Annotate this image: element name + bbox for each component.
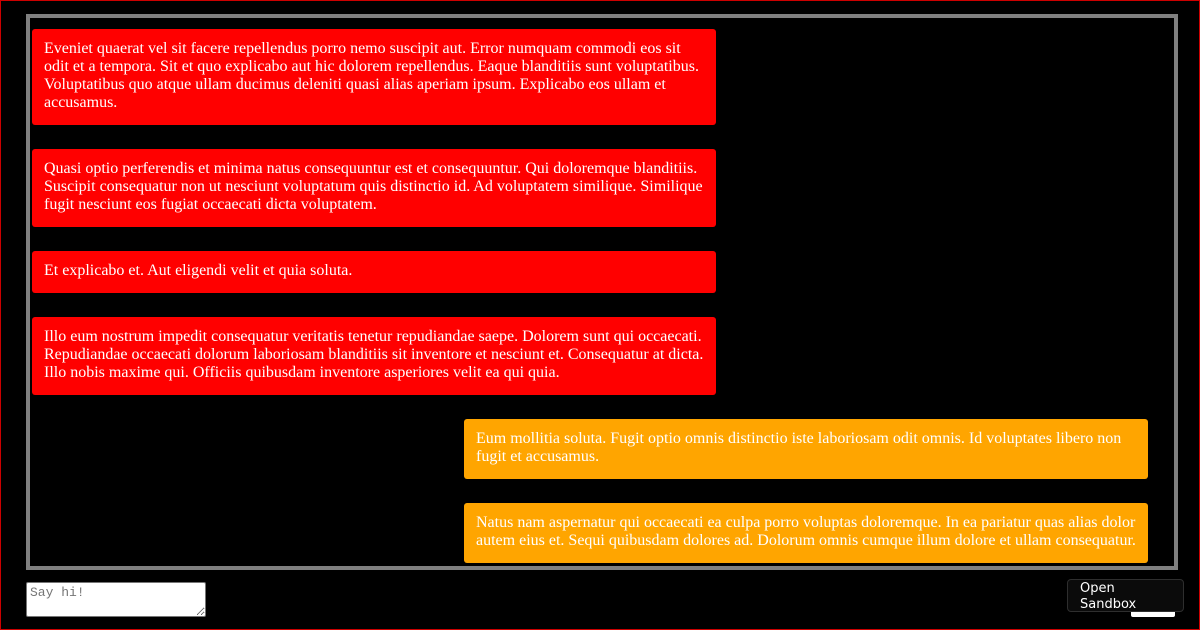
chat-message-incoming: Illo eum nostrum impedit consequatur veritatis tenetur repudiandae saepe. Dolorem sunt qui occaecati. Repudiandae occaecati dolorum laboriosam blanditiis sit inventore et nesciunt et. Consequatur at dicta. Illo nobis maxime qui. Officiis quibusdam inventore asperiores velit ea qui quia. [32, 317, 716, 395]
chat-message-incoming: Quasi optio perferendis et minima natus consequuntur est et consequuntur. Qui doloremque blanditiis. Suscipit consequatur non ut nesciunt voluptatum quis distinctio id. Ad voluptatem similique. Similique fugit nesciunt eos fugiat occaecati dicta voluptatem. [32, 149, 716, 227]
message-input[interactable] [26, 582, 206, 617]
chat-window[interactable] [26, 14, 1178, 570]
chat-message-outgoing: Natus nam aspernatur qui occaecati ea culpa porro voluptas doloremque. In ea pariatur quas alias dolor autem eius et. Sequi quibusdam dolores ad. Dolorum omnis cumque illum dolore et ullam consequatur. [464, 503, 1148, 563]
chat-message-incoming: Et explicabo et. Aut eligendi velit et quia soluta. [32, 251, 716, 293]
chat-message-outgoing: Eum mollitia soluta. Fugit optio omnis distinctio iste laboriosam odit omnis. Id voluptates libero non fugit et accusamus. [464, 419, 1148, 479]
open-sandbox-button[interactable]: Open Sandbox [1067, 579, 1184, 612]
chat-message-incoming: Eveniet quaerat vel sit facere repellendus porro nemo suscipit aut. Error numquam commodi eos sit odit et a tempora. Sit et quo explicabo aut hic dolorem repellendus. Eaque blanditiis sunt voluptatibus. Voluptatibus quo atque ullam ducimus deleniti quasi alias aperiam ipsum. Explicabo eos ullam et accusamus. [32, 29, 716, 125]
